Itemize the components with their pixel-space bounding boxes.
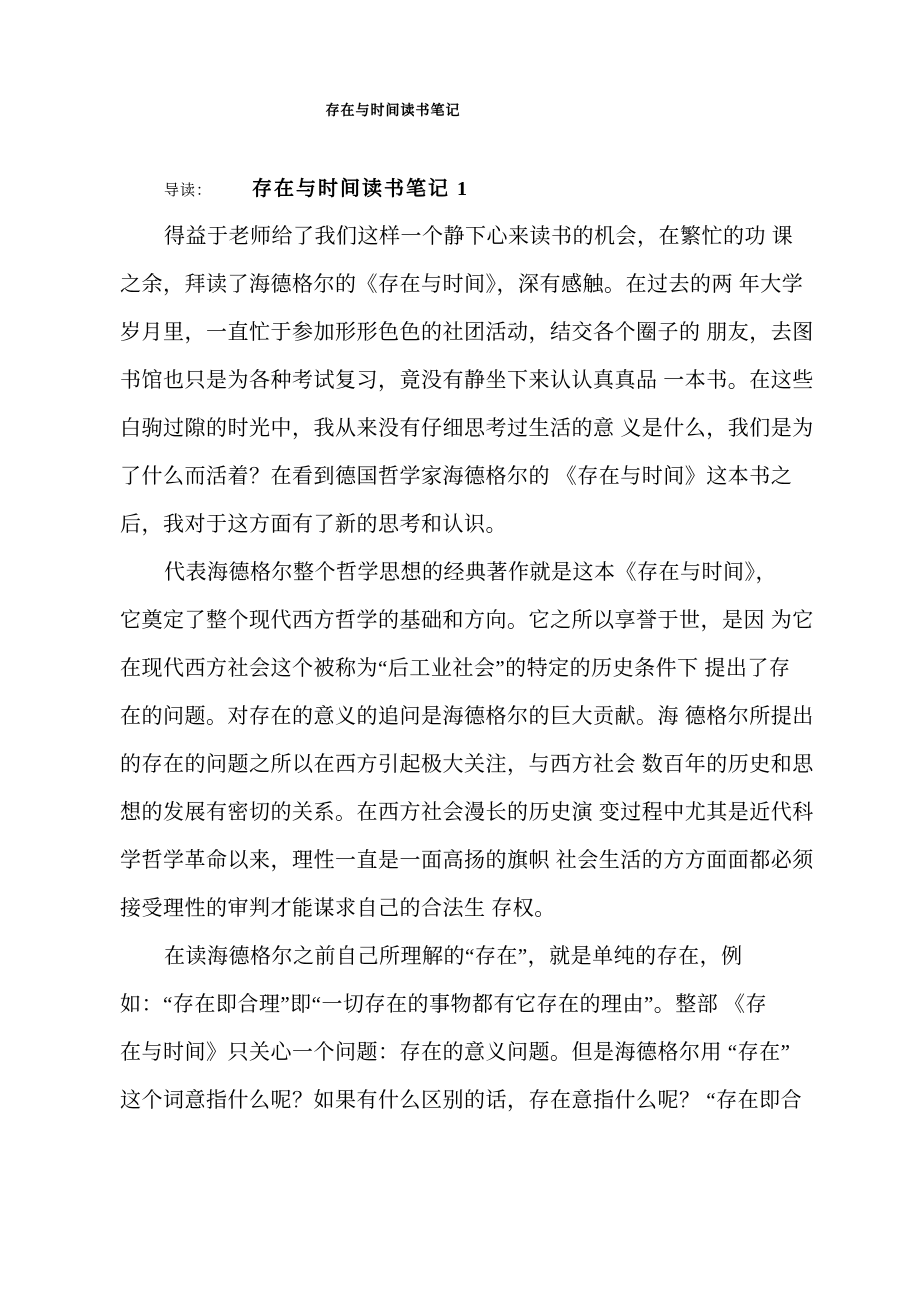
text-line: 岁月里，一直忙于参加形形色色的社团活动，结交各个圈子的 朋友，去图 [120, 320, 814, 344]
text-line: 了什么而活着？在看到德国哲学家海德格尔的 《存在与时间》这本书之 [120, 464, 793, 488]
text-line: 如：“存在即合理”即“一切存在的事物都有它存在的理由”。整部 《存 [120, 992, 768, 1016]
document-body [120, 212, 830, 1124]
lead-line [164, 172, 469, 201]
text-line: 代表海德格尔整个哲学思想的经典著作就是这本《存在与时间》， [164, 560, 777, 584]
document-title: 存在与时间读书笔记 [325, 104, 461, 119]
text-line: 在现代西方社会这个被称为“后工业社会”的特定的历史条件下 提出了存 [120, 656, 791, 680]
text-line: 它奠定了整个现代西方哲学的基础和方向。它之所以享誉于世，是因 为它 [120, 608, 814, 632]
text-line: 学哲学革命以来，理性一直是一面高扬的旗帜 社会生活的方方面面都必须 [120, 848, 814, 872]
paragraph [120, 932, 830, 1124]
text-line: 这个词意指什么呢？如果有什么区别的话，存在意指什么呢？ “存在即合 [120, 1088, 803, 1112]
text-line: 后，我对于这方面有了新的思考和认识。 [120, 512, 507, 536]
text-line: 书馆也只是为各种考试复习，竟没有静坐下来认认真真品 一本书。在这些 [120, 368, 814, 392]
text-line: 之余，拜读了海德格尔的《存在与时间》，深有感触。在过去的两 年大学 [120, 272, 804, 296]
text-line: 在的问题。对存在的意义的追问是海德格尔的巨大贡献。海 德格尔所提出 [120, 704, 814, 728]
paragraph [120, 212, 830, 548]
text-line: 的存在的问题之所以在西方引起极大关注，与西方社会 数百年的历史和思 [120, 752, 814, 776]
text-line: 在与时间》只关心一个问题：存在的意义问题。但是海德格尔用 “存在” [120, 1040, 791, 1064]
text-line: 白驹过隙的时光中，我从来没有仔细思考过生活的意 义是什么，我们是为 [120, 416, 814, 440]
text-line: 在读海德格尔之前自己所理解的“存在”，就是单纯的存在，例 [164, 944, 743, 968]
lead-label: 导读： [164, 183, 213, 199]
text-line: 接受理性的审判才能谋求自己的合法生 存权。 [120, 896, 556, 920]
text-line: 想的发展有密切的关系。在西方社会漫长的历史演 变过程中尤其是近代科 [120, 800, 814, 824]
text-line: 得益于老师给了我们这样一个静下心来读书的机会，在繁忙的功 课 [164, 224, 794, 248]
lead-title: 存在与时间读书笔记 1 [252, 178, 470, 200]
paragraph [120, 548, 830, 932]
